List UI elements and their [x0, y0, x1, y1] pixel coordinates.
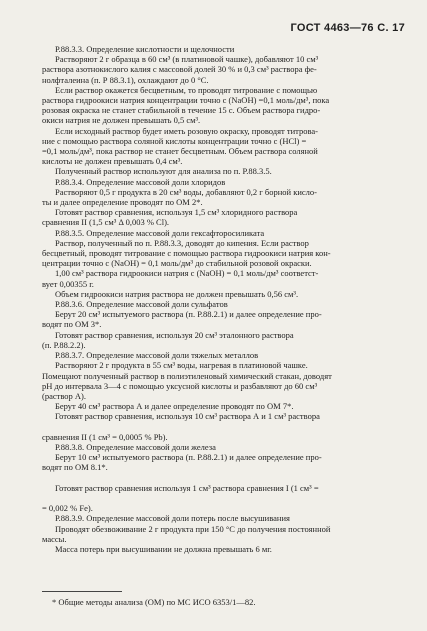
footnote: * Общие методы анализа (ОМ) по МС ИСО 6353/1—82. [52, 597, 256, 607]
text-line: pH до интервала 3—4 с помощью уксусной кислоты и разбавляют до 60 см³ [42, 380, 318, 391]
text-line: Р.88.3.3. Определение кислотности и щелочности [55, 44, 235, 54]
text-line: раствора гидроокиси натрия концентрации точно c (NaOH) =0,1 моль/дм³, пока [42, 95, 330, 106]
text-line: ты и далее определение проводят по ОМ 2*. [42, 197, 203, 208]
text-line: Готовят раствор сравнения, используя 10 см³ раствора А и 1 см³ раствора [55, 411, 320, 422]
text-line: Растворяют 0,5 г продукта в 20 см³ воды, добавляют 0,2 г борной кисло- [55, 186, 317, 197]
text-line [42, 493, 408, 503]
text-line: Раствор, полученный по п. Р.88.3.3, доводят до кипения. Если раствор [55, 237, 309, 248]
text-line: Растворяют 2 г продукта в 55 см³ воды, нагревая в платиновой чашке. [55, 360, 308, 371]
text-line: сравнения II (1,5 см³ Δ 0,003 % Cl). [42, 217, 170, 228]
text-line: Берут 40 см³ раствора А и далее определение проводят по ОМ 7*. [55, 401, 294, 412]
text-line [42, 422, 408, 432]
text-line: сравнения II (1 см³ = 0,0005 % Pb). [42, 431, 168, 442]
text-line: Берут 20 см³ испытуемого раствора (п. Р.88.2.1) и далее определение про- [55, 309, 322, 320]
text-line: ние с помощью раствора соляной кислоты концентрации точно c (HCl) = [42, 135, 307, 146]
text-line: кислоты не должен превышать 0,4 см³. [42, 156, 183, 167]
text-line: бесцветный, проводят титрование с помощью раствора гидроокиси натрия кон- [42, 248, 331, 259]
text-line: Берут 10 см³ испытуемого раствора (п. Р.88.2.1) и далее определение про- [55, 452, 322, 463]
text-line: Полученный раствор используют для анализа по п. Р.88.3.5. [55, 166, 272, 177]
footnote-rule [42, 591, 122, 592]
text-line: водят по ОМ 3*. [42, 319, 102, 330]
text-line: (раствор А). [42, 390, 87, 401]
text-line: вует 0,00355 г. [42, 278, 94, 289]
text-line [42, 473, 408, 483]
text-line: Масса потерь при высушивании не должна превышать 6 мг. [55, 543, 272, 554]
text-line: Р.88.3.7. Определение массовой доли тяжелых металлов [55, 350, 259, 361]
text-line: =0,1 моль/дм³, пока раствор не станет бесцветным. Объем раствора соляной [42, 146, 318, 157]
text-line: окиси натрия не должен превышать 0,5 см³. [42, 115, 201, 126]
text-line: Объем гидроокиси натрия раствора не должен превышать 0,56 см³. [55, 288, 299, 299]
text-line: Готовят раствор сравнения, используя 1,5 см³ хлоридного раствора [55, 207, 298, 218]
text-line: (п. Р.88.2.2). [42, 339, 86, 350]
standard-header: ГОСТ 4463—76 С. 17 [290, 22, 405, 34]
text-line: розовая окраска не станет стабильной в течение 15 с. Объем раствора гидро- [42, 105, 321, 116]
text-line: Если раствор окажется бесцветным, то проводят титрование с помощью [55, 84, 318, 95]
text-line: массы. [42, 533, 67, 544]
text-line: Р.88.3.9. Определение массовой доли потерь после высушивания [55, 513, 290, 524]
text-line: = 0,002 % Fe). [42, 503, 93, 514]
text-line: раствора азотнокислого калия с массовой долей 30 % и 0,3 см³ раствора фе- [42, 64, 317, 75]
text-line: Проводят обезвоживание 2 г продукта при 150 °C до получения постоянной [55, 523, 331, 534]
text-line: Готовят раствор сравнения, используя 20 см³ эталонного раствора [55, 329, 294, 340]
text-line: Р.88.3.5. Определение массовой доли гексафторосиликата [55, 227, 265, 238]
document-body [42, 44, 408, 554]
text-line: Р.88.3.8. Определение массовой доли железа [55, 441, 216, 452]
text-line: Р.88.3.4. Определение массовой доли хлоридов [55, 176, 226, 187]
text-line: Готовят раствор сравнения используя 1 см³ раствора сравнения I (1 см³ = [55, 482, 319, 493]
text-line: Помещают полученный раствор в полиэтиленовый химический стакан, доводят [42, 370, 332, 381]
text-line: Если исходный раствор будет иметь розовую окраску, проводят титрова- [55, 125, 318, 136]
text-line: 1,00 см³ раствора гидроокиси натрия c (NaOH) = 0,1 моль/дм³ соответст- [55, 268, 319, 279]
text-line: Р.88.3.6. Определение массовой доли сульфатов [55, 299, 228, 310]
text-line: центрации точно c (NaOH) = 0,1 моль/дм³ до стабильной розовой окраски. [42, 258, 312, 269]
text-line: нолфталеина (п. Р 88.3.1), охлаждают до 0 °C. [42, 74, 209, 85]
text-line: водят по ОМ 8.1*. [42, 462, 108, 473]
text-line: Растворяют 2 г образца в 60 см³ (в платиновой чашке), добавляют 10 см³ [55, 54, 319, 65]
